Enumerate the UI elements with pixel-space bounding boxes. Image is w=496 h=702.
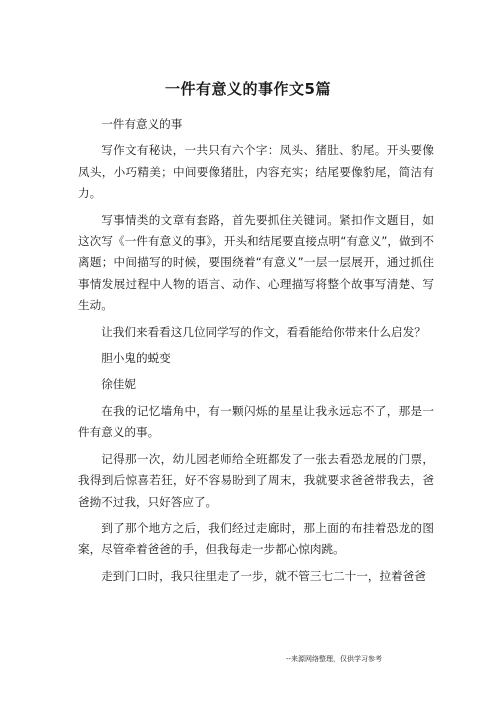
paragraph: 一件有意义的事 (101, 117, 183, 131)
paragraph: 记得那一次，幼儿园老师给全班都发了一张去看恐龙展的门票，我得到后惊喜若狂，好不容易盼到了周末，我就要求爸爸带我去，爸爸拗不过我，只好答应了。 (78, 451, 434, 509)
document-title: 一件有意义的事作文5篇 (165, 80, 331, 98)
paragraph: 到了那个地方之后，我们经过走廊时，那上面的布挂着恐龙的图案，尽管牵着爸爸的手，但我每走一步都心惊肉跳。 (78, 520, 434, 557)
paragraph: 走到门口时，我只往里走了一步，就不管三七二十一，拉着爸爸 (101, 568, 426, 583)
section-heading: 胆小鬼的蜕变 (101, 351, 171, 366)
paragraph: 在我的记忆墙角中，有一颗闪烁的星星让我永远忘不了，那是一件有意义的事。 (78, 403, 434, 440)
paragraph: 让我们来看看这几位同学写的作文，看看能给你带来什么启发？ (101, 324, 426, 339)
author-name: 徐佳妮 (101, 377, 136, 392)
document-body (78, 114, 434, 592)
paragraph: 写事情类的文章有套路，首先要抓住关键词。紧扣作文题目，如这次写《一件有意义的事》，开头和结尾要直接点明“有意义”，做到不离题；中间描写的时候，要围绕着“有意义”一层一层展开，通过抓住事情发展过程中人物的语言、动作、心理描写将整个故事写清楚、写生动。 (78, 212, 434, 313)
footer-note: --来源网络整理，仅供学习参考 (286, 655, 383, 663)
paragraph: 写作文有秘诀，一共只有六个字：凤头、猪肚、豹尾。开头要像凤头，小巧精美；中间要像猪肚，内容充实；结尾要像豹尾，简洁有力。 (78, 143, 434, 201)
